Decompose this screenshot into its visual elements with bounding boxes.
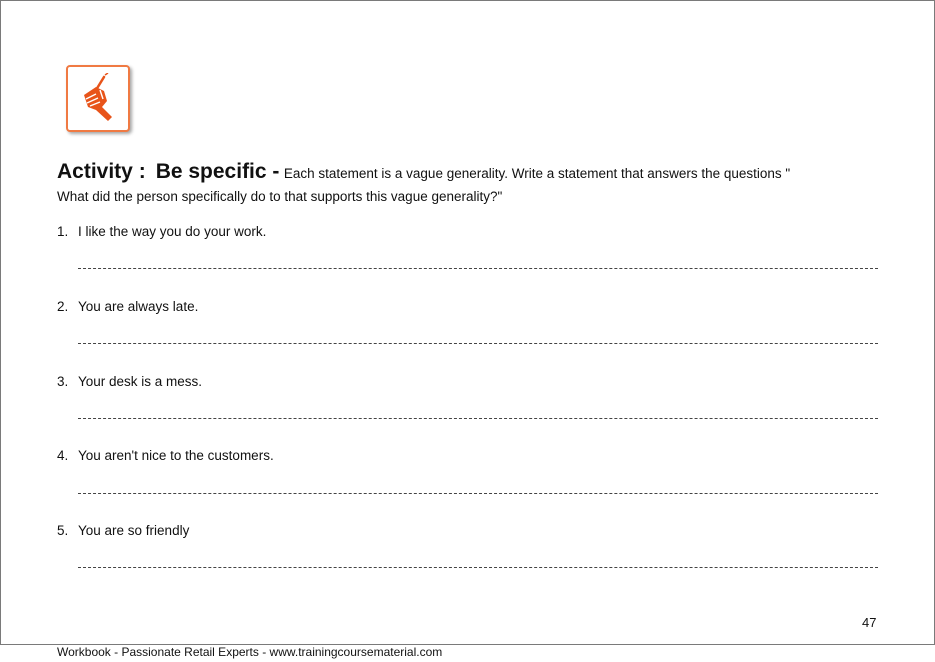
item-number: 5. [57, 523, 69, 538]
list-item [57, 374, 202, 389]
footer-text: Workbook - Passionate Retail Experts - www.trainingcoursematerial.com [57, 645, 443, 659]
activity-instruction: Each statement is a vague generality. Write a statement that answers the questions " [283, 166, 791, 181]
answer-line-4[interactable] [78, 493, 878, 494]
activity-title: Be specific - [155, 160, 280, 183]
activity-heading [57, 162, 877, 184]
answer-line-2[interactable] [78, 343, 878, 344]
answer-line-5[interactable] [78, 567, 878, 568]
item-text: I like the way you do your work. [78, 224, 267, 239]
list-item [57, 224, 266, 239]
item-text: You are always late. [78, 299, 199, 314]
answer-line-3[interactable] [78, 418, 878, 419]
item-text: You are so friendly [78, 523, 190, 538]
list-item [57, 299, 198, 314]
activity-label: Activity : [57, 160, 146, 183]
item-number: 4. [57, 448, 69, 463]
answer-line-1[interactable] [78, 268, 878, 269]
item-number: 2. [57, 299, 69, 314]
activity-instruction-continued: What did the person specifically do to that supports this vague generality?" [57, 189, 503, 204]
item-text: You aren't nice to the customers. [78, 448, 274, 463]
item-number: 3. [57, 374, 69, 389]
hand-holding-pen-icon [74, 73, 124, 125]
list-item [57, 523, 189, 538]
list-item [57, 448, 274, 463]
page-number: 47 [862, 615, 877, 630]
item-number: 1. [57, 224, 69, 239]
item-text: Your desk is a mess. [78, 374, 203, 389]
activity-badge [66, 65, 130, 132]
